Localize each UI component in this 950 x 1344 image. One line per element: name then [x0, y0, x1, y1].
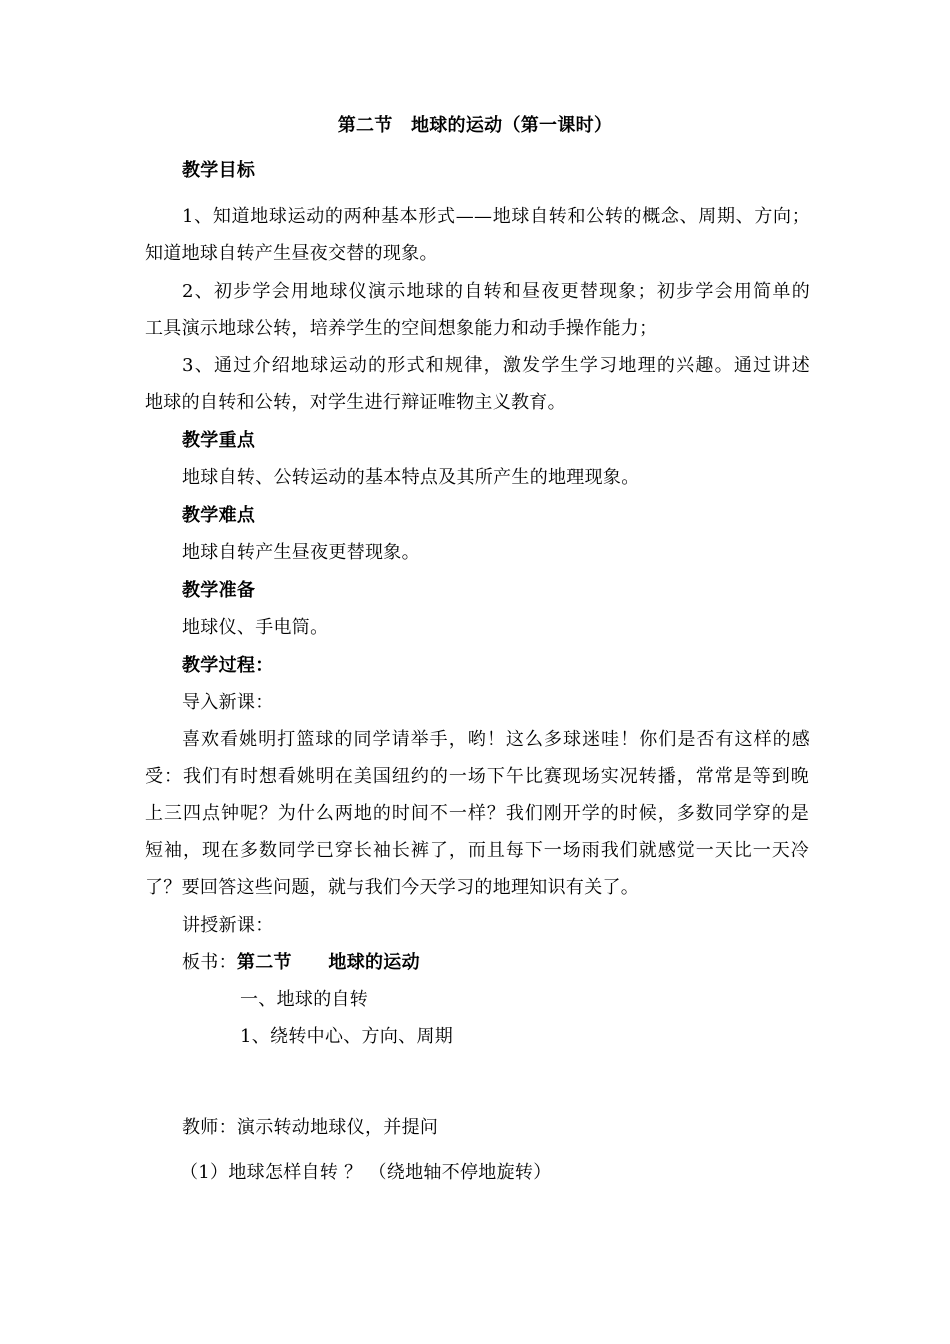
intro-paragraph-line-5: 了？要回答这些问题，就与我们今天学习的地理知识有关了。: [145, 877, 640, 898]
page-title: 第二节 地球的运动（第一课时）: [337, 115, 613, 136]
heading-difficulties: 教学难点: [182, 505, 256, 526]
objective-3-line-2: 地球的自转和公转，对学生进行辩证唯物主义教育。: [145, 392, 566, 413]
intro-paragraph-line-1: 喜欢看姚明打篮球的同学请举手，哟！这么多球迷哇！你们是否有这样的感: [182, 729, 810, 750]
intro-paragraph-line-3: 上三四点钟呢？为什么两地的时间不一样？我们刚开学的时候，多数同学穿的是: [145, 803, 809, 824]
board-line: [182, 951, 420, 975]
objective-2-line-2: 工具演示地球公转，培养学生的空间想象能力和动手操作能力；: [145, 318, 658, 339]
intro-paragraph-line-4: 短袖，现在多数同学已穿长袖长裤了，而且每下一场雨我们就感觉一天比一天冷: [145, 840, 809, 861]
board-subheading-2: 1、绕转中心、方向、周期: [240, 1026, 454, 1047]
difficulties-text: 地球自转产生昼夜更替现象。: [182, 542, 420, 563]
preparation-text: 地球仪、手电筒。: [182, 617, 329, 638]
heading-objectives: 教学目标: [182, 160, 256, 181]
objective-1-line-2: 知道地球自转产生昼夜交替的现象。: [145, 243, 438, 264]
question-1: （1）地球怎样自转 ？ （绕地轴不停地旋转）: [180, 1162, 552, 1183]
board-title: 第二节 地球的运动: [236, 952, 420, 973]
board-subheading-1: 一、地球的自转: [240, 989, 369, 1010]
teacher-line: 教师：演示转动地球仪，并提问: [182, 1117, 439, 1138]
intro-label: 导入新课：: [182, 692, 274, 713]
heading-process: 教学过程：: [182, 655, 274, 676]
key-points-text: 地球自转、公转运动的基本特点及其所产生的地理现象。: [182, 467, 640, 488]
objective-2-line-1: 2、初步学会用地球仪演示地球的自转和昼夜更替现象；初步学会用简单的: [182, 281, 810, 302]
new-lesson-label: 讲授新课：: [182, 915, 274, 936]
intro-paragraph-line-2: 受：我们有时想看姚明在美国纽约的一场下午比赛现场实况转播，常常是等到晚: [145, 766, 809, 787]
objective-1-line-1: 1、知道地球运动的两种基本形式——地球自转和公转的概念、周期、方向；: [182, 206, 810, 227]
heading-key-points: 教学重点: [182, 430, 256, 451]
board-prefix: 板书：: [182, 952, 237, 973]
heading-preparation: 教学准备: [182, 580, 256, 601]
objective-3-line-1: 3、通过介绍地球运动的形式和规律，激发学生学习地理的兴趣。通过讲述: [182, 355, 810, 376]
